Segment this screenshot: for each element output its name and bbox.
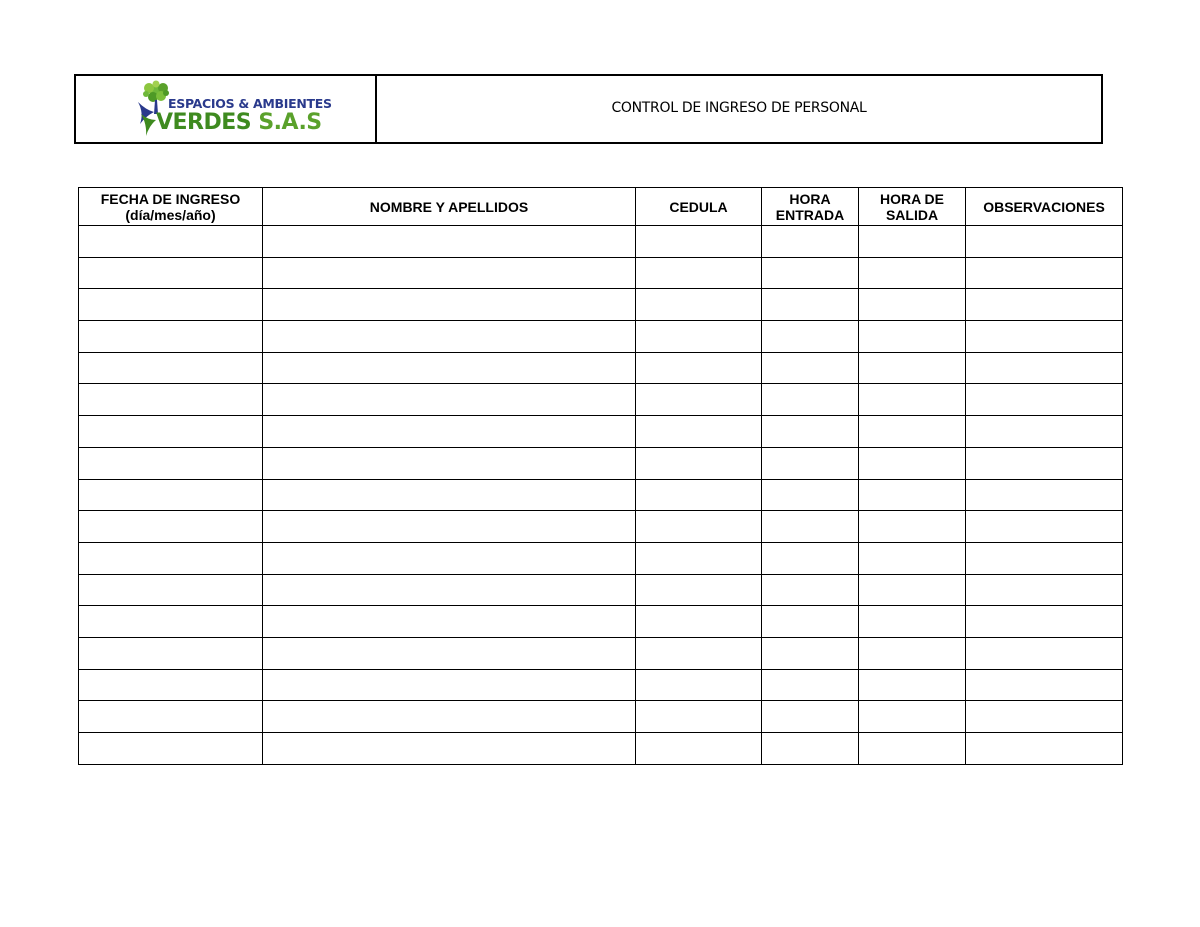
table-cell[interactable]	[762, 701, 859, 733]
table-cell[interactable]	[859, 416, 966, 448]
table-cell[interactable]	[859, 733, 966, 765]
table-cell[interactable]	[636, 352, 762, 384]
column-header-line: CEDULA	[669, 198, 728, 215]
document-title: CONTROL DE INGRESO DE PERSONAL	[611, 100, 867, 116]
table-cell[interactable]	[263, 733, 636, 765]
table-cell[interactable]	[762, 637, 859, 669]
table-cell[interactable]	[859, 542, 966, 574]
table-cell[interactable]	[263, 226, 636, 258]
table-cell[interactable]	[263, 384, 636, 416]
table-cell[interactable]	[79, 257, 263, 289]
table-cell[interactable]	[636, 479, 762, 511]
table-row	[79, 226, 1123, 258]
logo-line-espacios: ESPACIOS & AMBIENTES	[168, 96, 332, 111]
table-cell[interactable]	[636, 289, 762, 321]
table-cell[interactable]	[762, 669, 859, 701]
table-cell[interactable]	[859, 701, 966, 733]
table-cell[interactable]	[263, 542, 636, 574]
table-row	[79, 574, 1123, 606]
table-cell[interactable]	[79, 416, 263, 448]
table-cell[interactable]	[762, 447, 859, 479]
table-cell[interactable]	[636, 574, 762, 606]
table-row	[79, 669, 1123, 701]
table-cell[interactable]	[966, 416, 1123, 448]
table-cell[interactable]	[859, 352, 966, 384]
table-row	[79, 511, 1123, 543]
table-cell[interactable]	[263, 479, 636, 511]
table-cell[interactable]	[636, 542, 762, 574]
table-cell[interactable]	[263, 416, 636, 448]
column-header-line: OBSERVACIONES	[983, 198, 1105, 215]
table-cell[interactable]	[79, 226, 263, 258]
table-cell[interactable]	[79, 289, 263, 321]
table-cell[interactable]	[762, 289, 859, 321]
company-logo	[136, 80, 336, 142]
table-cell[interactable]	[966, 257, 1123, 289]
table-row	[79, 384, 1123, 416]
column-header-hora-salida	[859, 188, 966, 226]
table-cell[interactable]	[79, 637, 263, 669]
table-cell[interactable]	[966, 606, 1123, 638]
column-header-line: HORA	[789, 190, 831, 207]
table-cell[interactable]	[79, 321, 263, 353]
column-header-nombre	[263, 188, 636, 226]
table-cell[interactable]	[636, 321, 762, 353]
table-cell[interactable]	[762, 384, 859, 416]
column-header-observaciones	[966, 188, 1123, 226]
table-cell[interactable]	[859, 669, 966, 701]
table-cell[interactable]	[859, 511, 966, 543]
table-cell[interactable]	[263, 701, 636, 733]
table-cell[interactable]	[79, 606, 263, 638]
table-row	[79, 352, 1123, 384]
table-cell[interactable]	[966, 384, 1123, 416]
table-cell[interactable]	[79, 542, 263, 574]
table-row	[79, 447, 1123, 479]
table-cell[interactable]	[859, 289, 966, 321]
logo-word-verdes: VERDES	[156, 110, 252, 135]
column-header-cedula	[636, 188, 762, 226]
table-row	[79, 321, 1123, 353]
table-cell[interactable]	[79, 511, 263, 543]
table-cell[interactable]	[966, 226, 1123, 258]
table-cell[interactable]	[859, 606, 966, 638]
table-cell[interactable]	[966, 289, 1123, 321]
table-cell[interactable]	[966, 669, 1123, 701]
table-cell[interactable]	[859, 637, 966, 669]
column-header-line: HORA DE	[879, 190, 945, 207]
table-cell[interactable]	[762, 606, 859, 638]
table-row	[79, 289, 1123, 321]
table-cell[interactable]	[636, 669, 762, 701]
table-cell[interactable]	[636, 447, 762, 479]
table-cell[interactable]	[79, 447, 263, 479]
table-cell[interactable]	[762, 479, 859, 511]
table-cell[interactable]	[636, 226, 762, 258]
table-cell[interactable]	[966, 447, 1123, 479]
table-cell[interactable]	[966, 511, 1123, 543]
column-header-fecha	[79, 188, 263, 226]
table-cell[interactable]	[859, 384, 966, 416]
table-cell[interactable]	[966, 637, 1123, 669]
table-header-row	[79, 188, 1123, 226]
table-cell[interactable]	[263, 321, 636, 353]
table-cell[interactable]	[762, 542, 859, 574]
table-cell[interactable]	[762, 511, 859, 543]
table-row	[79, 733, 1123, 765]
column-header-line: ENTRADA	[775, 206, 845, 223]
table-cell[interactable]	[966, 479, 1123, 511]
document-header	[74, 74, 1103, 144]
table-row	[79, 637, 1123, 669]
table-row	[79, 479, 1123, 511]
table-cell[interactable]	[636, 511, 762, 543]
table-cell[interactable]	[263, 669, 636, 701]
table-cell[interactable]	[263, 447, 636, 479]
table-cell[interactable]	[762, 416, 859, 448]
table-cell[interactable]	[636, 606, 762, 638]
table-cell[interactable]	[859, 479, 966, 511]
table-cell[interactable]	[762, 352, 859, 384]
table-row	[79, 542, 1123, 574]
entry-register-table	[78, 187, 1123, 765]
table-cell[interactable]	[762, 257, 859, 289]
table-cell[interactable]	[263, 289, 636, 321]
table-cell[interactable]	[636, 733, 762, 765]
table-cell[interactable]	[966, 574, 1123, 606]
table-cell[interactable]	[79, 701, 263, 733]
column-header-line: (día/mes/año)	[125, 206, 216, 223]
table-cell[interactable]	[79, 669, 263, 701]
table-row	[79, 257, 1123, 289]
table-cell[interactable]	[79, 479, 263, 511]
table-cell[interactable]	[966, 352, 1123, 384]
table-row	[79, 416, 1123, 448]
table-cell[interactable]	[966, 321, 1123, 353]
table-cell[interactable]	[263, 606, 636, 638]
table-cell[interactable]	[263, 352, 636, 384]
column-header-line: NOMBRE Y APELLIDOS	[369, 198, 529, 215]
table-cell[interactable]	[762, 321, 859, 353]
table-cell[interactable]	[79, 574, 263, 606]
logo-cell	[76, 76, 377, 142]
table-cell[interactable]	[79, 384, 263, 416]
column-header-hora-entrada	[762, 188, 859, 226]
column-header-line: FECHA DE INGRESO	[100, 190, 241, 207]
logo-line-verdes	[156, 110, 322, 136]
table-cell[interactable]	[859, 226, 966, 258]
table-cell[interactable]	[636, 257, 762, 289]
table-cell[interactable]	[966, 542, 1123, 574]
table-cell[interactable]	[859, 321, 966, 353]
table-cell[interactable]	[859, 574, 966, 606]
table-cell[interactable]	[263, 637, 636, 669]
table-cell[interactable]	[79, 352, 263, 384]
table-cell[interactable]	[263, 574, 636, 606]
table-cell[interactable]	[636, 701, 762, 733]
table-cell[interactable]	[859, 257, 966, 289]
table-cell[interactable]	[966, 733, 1123, 765]
table-cell[interactable]	[79, 733, 263, 765]
table-cell[interactable]	[636, 416, 762, 448]
table-body	[79, 226, 1123, 765]
table-cell[interactable]	[263, 511, 636, 543]
table-cell[interactable]	[859, 447, 966, 479]
table-row	[79, 701, 1123, 733]
table-cell[interactable]	[762, 733, 859, 765]
table-row	[79, 606, 1123, 638]
table-cell[interactable]	[762, 226, 859, 258]
column-header-line: SALIDA	[885, 206, 939, 223]
table-cell[interactable]	[636, 637, 762, 669]
table-cell[interactable]	[636, 384, 762, 416]
table-cell[interactable]	[263, 257, 636, 289]
table-cell[interactable]	[762, 574, 859, 606]
logo-word-sas: S.A.S	[258, 110, 322, 135]
table-cell[interactable]	[966, 701, 1123, 733]
